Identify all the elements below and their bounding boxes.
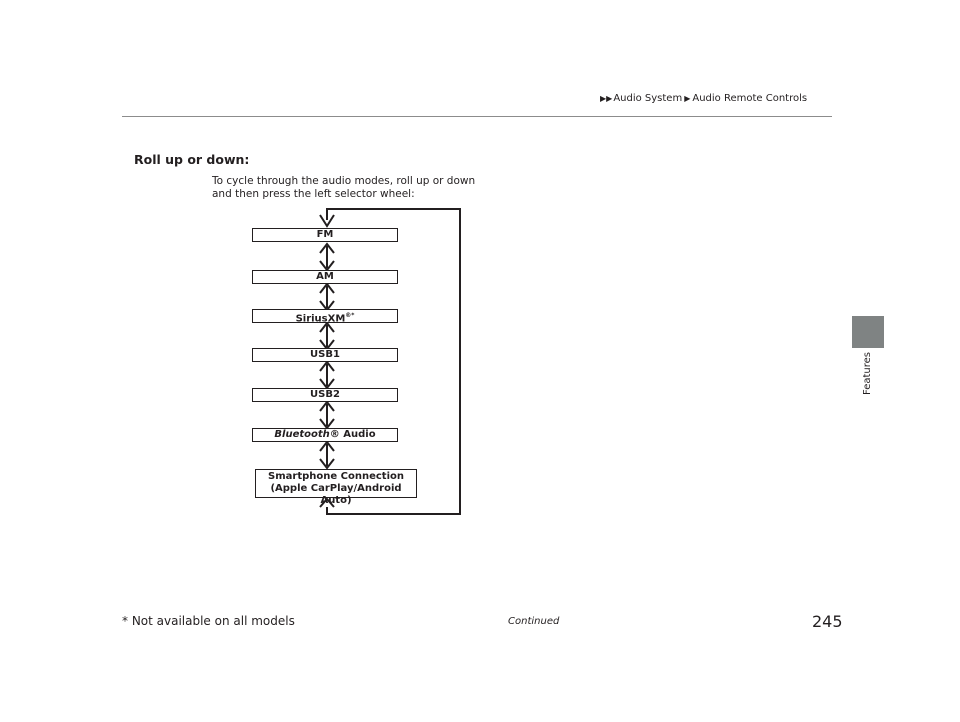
double-arrow-am-sirius xyxy=(320,284,334,310)
mode-usb1: USB1 xyxy=(252,348,398,362)
page-number: 245 xyxy=(812,612,843,631)
arrow-right-icon: ▶ xyxy=(684,94,691,103)
double-arrow-bluetooth-smartphone xyxy=(320,442,334,468)
mode-smartphone-line-2: (Apple CarPlay/Android Auto) xyxy=(270,483,402,506)
section-title: Roll up or down: xyxy=(134,152,250,167)
mode-fm: FM xyxy=(252,228,398,242)
double-arrow-usb2-bluetooth xyxy=(320,402,334,428)
double-arrow-usb1-usb2 xyxy=(320,362,334,388)
double-arrow-sirius-usb1 xyxy=(320,323,334,349)
breadcrumb-item-audio-remote-controls[interactable]: Audio Remote Controls xyxy=(692,93,808,104)
intro-line-1: To cycle through the audio modes, roll up or down xyxy=(212,175,476,187)
mode-siriusxm-mark: ®* xyxy=(345,312,355,319)
double-arrow-icon: ▶▶ xyxy=(600,94,613,103)
breadcrumb-item-audio-system[interactable]: Audio System xyxy=(613,93,683,104)
mode-smartphone-line-1: Smartphone Connection xyxy=(268,471,404,482)
mode-siriusxm xyxy=(252,309,398,323)
mode-bluetooth-rest: ® Audio xyxy=(329,429,376,440)
intro-line-2: and then press the left selector wheel: xyxy=(212,188,415,200)
mode-siriusxm-label: SiriusXM xyxy=(295,313,346,325)
mode-smartphone-connection xyxy=(255,469,417,506)
double-arrow-fm-am xyxy=(320,244,334,270)
mode-bluetooth-audio xyxy=(252,428,398,442)
footnote: * Not available on all models xyxy=(122,614,295,628)
section-tab-label: Features xyxy=(862,352,873,395)
mode-usb2: USB2 xyxy=(252,388,398,402)
mode-bluetooth-italic: Bluetooth xyxy=(274,429,330,440)
continued-label: Continued xyxy=(508,616,560,627)
mode-am: AM xyxy=(252,270,398,284)
